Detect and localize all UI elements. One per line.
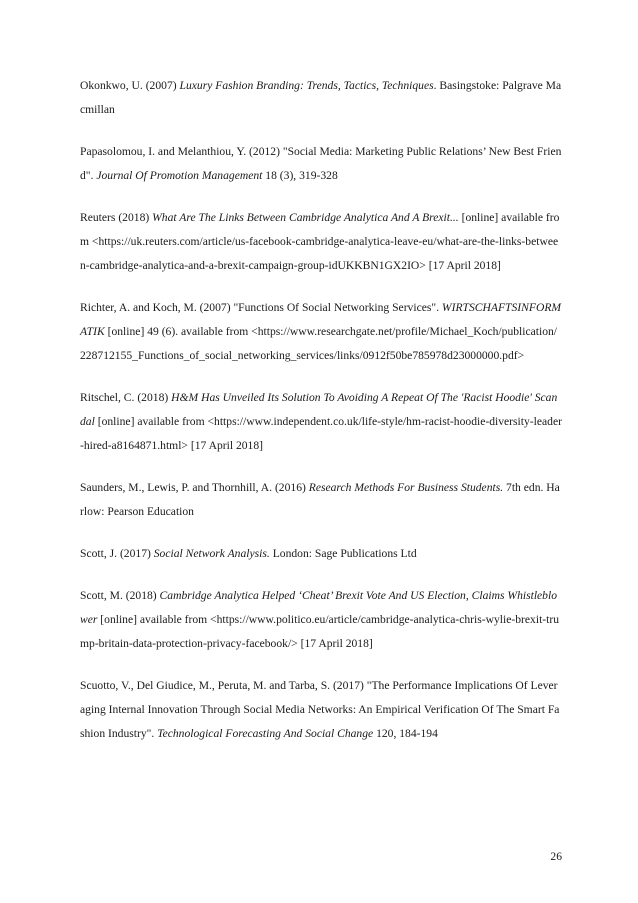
reference-entry [80, 674, 562, 746]
ref-title: What Are The Links Between Cambridge Analytica And A Brexit... [152, 211, 459, 224]
ref-text: [online] available from <https://www.politico.eu/article/cambridge-analytica-chris-wylie-brexit-trump-britain-data-protection-privacy-facebook/> [17 April 2018] [80, 613, 560, 650]
reference-entry [80, 542, 562, 566]
ref-title: Research Methods For Business Students. [308, 481, 504, 494]
ref-text: 7th edn. Harlow: Pearson Education [80, 481, 560, 518]
reference-entry [80, 296, 562, 368]
ref-title: Technological Forecasting And Social Change [157, 727, 374, 740]
reference-entry [80, 74, 562, 122]
reference-entry [80, 386, 562, 458]
ref-title: Luxury Fashion Branding: Trends, Tactics, Techniques [179, 79, 434, 92]
ref-text: Saunders, M., Lewis, P. and Thornhill, A. (2016) [80, 481, 309, 494]
ref-title: Cambridge Analytica Helped ‘Cheat’ Brexit Vote And US Election, Claims Whistleblower [80, 589, 557, 626]
ref-title: Journal Of Promotion Management [96, 169, 263, 182]
ref-text: Ritschel, C. (2018) [80, 391, 172, 404]
ref-text: Scott, J. (2017) [80, 547, 154, 560]
ref-title: WIRTSCHAFTSINFORMATIK [80, 301, 562, 338]
ref-text: [online] available from <https://uk.reuters.com/article/us-facebook-cambridge-analytica-leave-eu/what-are-the-links-between-cambridge-analytica-and-a-brexit-campaign-group-idUKKBN1GX2IO> [17 April 2018] [80, 211, 560, 272]
ref-text: Scuotto, V., Del Giudice, M., Peruta, M. and Tarba, S. (2017) "The Performance Implications Of Leveraging Internal Innovation Through Social Media Networks: An Empirical Verification Of The Smart Fashion Industry". [80, 679, 560, 740]
ref-text: Reuters (2018) [80, 211, 153, 224]
ref-title: H&M Has Unveiled Its Solution To Avoiding A Repeat Of The 'Racist Hoodie' Scandal [80, 391, 558, 428]
ref-text: 120, 184-194 [373, 727, 438, 740]
ref-text: Okonkwo, U. (2007) [80, 79, 180, 92]
reference-list [80, 74, 562, 764]
ref-text: Scott, M. (2018) [80, 589, 160, 602]
ref-text: Papasolomou, I. and Melanthiou, Y. (2012) "Social Media: Marketing Public Relations’ New Best Friend". [80, 145, 562, 182]
page-number: 26 [550, 850, 562, 863]
ref-text: Richter, A. and Koch, M. (2007) "Functions Of Social Networking Services". [80, 301, 442, 314]
reference-entry [80, 140, 562, 188]
ref-title: Social Network Analysis. [153, 547, 270, 560]
ref-text: . Basingstoke: Palgrave Macmillan [80, 79, 562, 116]
reference-entry [80, 206, 562, 278]
ref-text: [online] 49 (6). available from <https://www.researchgate.net/profile/Michael_Koch/publication/228712155_Functions_of_social_networking_services/links/0912f50be785978d23000000.pdf> [80, 325, 558, 362]
ref-text: 18 (3), 319-328 [262, 169, 338, 182]
ref-text: [online] available from <https://www.independent.co.uk/life-style/hm-racist-hoodie-diversity-leader-hired-a8164871.html> [17 April 2018] [80, 415, 562, 452]
ref-text: London: Sage Publications Ltd [269, 547, 417, 560]
reference-entry [80, 584, 562, 656]
reference-entry [80, 476, 562, 524]
